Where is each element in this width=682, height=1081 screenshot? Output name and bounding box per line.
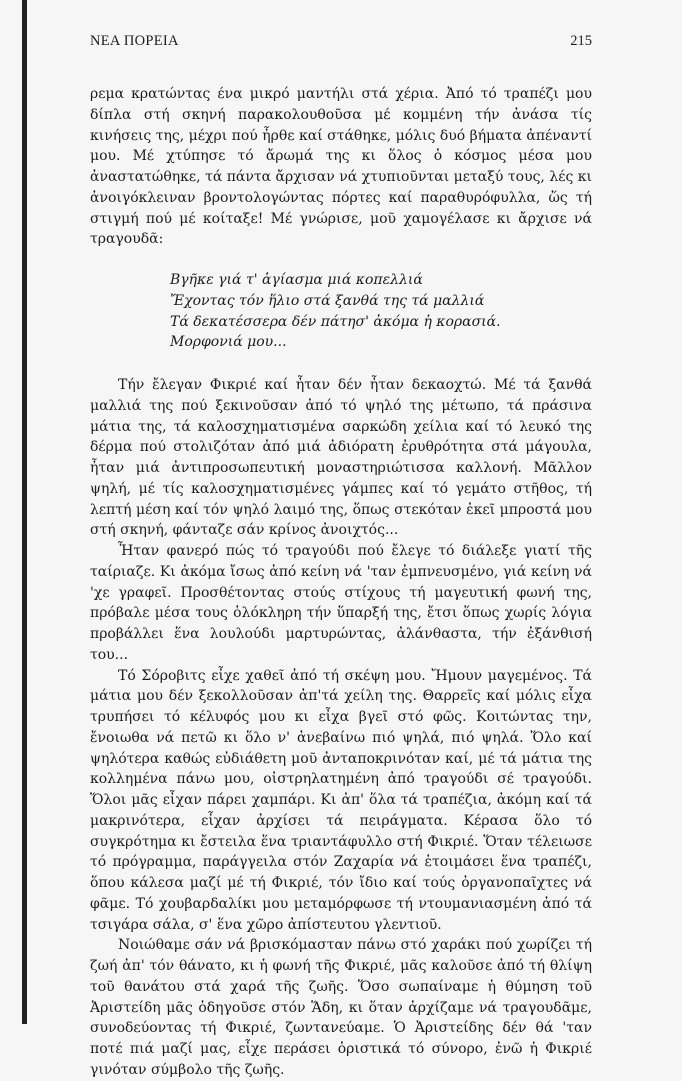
page-number: 215 [570, 33, 592, 49]
verse-line: Ἔχοντας τόν ἥλιο στά ξανθά της τά μαλλιά [170, 292, 485, 309]
running-header [90, 33, 592, 55]
song-verse [170, 270, 592, 353]
paragraph: Τήν ἔλεγαν Φικριέ καί ἦταν δέν ἦταν δεκαοχτώ. Μέ τά ξανθά μαλλιά της πού ξεκινοῦσαν ἀπό τό ψηλό της μέτωπο, τά πράσινα μάτια της, τά καλοσχηματισμένα σαρκώδη χείλια καί τό λευκό της δέρμα πού στολιζόταν ἀπό μιά ἀδιόρατη ἐρυθρότητα στά μάγουλα, ἦταν μιά ἀντιπροσωπευτική μοναστηριώτισσα καλλονή. Μᾶλλον ψηλή, μέ τίς καλοσχηματισμένες γάμπες καί τό γεμάτο στῆθος, τή λεπτή μέση καί τόν ψηλό λαιμό της, ὅπως στεκόταν ἐκεῖ μπροστά μου στή σκηνή, φάνταζε σάν κρίνος ἀνοιχτός... [90, 377, 592, 539]
paragraph: Νοιώθαμε σάν νά βρισκόμασταν πάνω στό χαράκι πού χωρίζει τή ζωή ἀπ' τόν θάνατο, κι ἡ φωνή τῆς Φικριέ, μᾶς καλοῦσε ἀπό τή θλίψη τοῦ θανάτου στά χαρά τῆς ζωῆς. Ὅσο σωπαίναμε ἡ θύμηση τοῦ Ἀριστείδη μᾶς ὁδηγοῦσε στόν Ἅδη, κι ὅταν ἀρχίζαμε νά τραγουδᾶμε, συνοδεύοντας τή Φικριέ, ζωντανεύαμε. Ὁ Ἀριστείδης δέν θά 'ταν ποτέ πιά μαζί μας, εἶχε περάσει ὁριστικά τό σύνορο, ἐνῶ ἡ Φικριέ γινόταν σύμβολο τῆς ζωῆς. [90, 937, 592, 1078]
paragraph: Τό Σόροβιτς εἶχε χαθεῖ ἀπό τή σκέψη μου. Ἤμουν μαγεμένος. Τά μάτια μου δέν ξεκολλοῦσαν ἀπ'τά χείλη της. Θαρρεῖς καί μόλις εἶχα τρυπήσει τό κέλυφός μου κι εἶχα βγεῖ στό φῶς. Κοιτώντας την, ἔνοιωθα νά πετῶ κι ὅλο ν' ἀνεβαίνω πιό ψηλά, πιό ψηλά. Ὅλο καί ψηλότερα καθώς εὐδιάθετη μοῦ ἀνταποκρινόταν καί, μέ τά μάτια της κολλημένα πάνω μου, οἰστρηλατημένη ἀπό τραγούδι σέ τραγούδι. Ὅλοι μᾶς εἶχαν πάρει χαμπάρι. Κι ἀπ' ὅλα τά τραπέζια, ἀκόμη καί τά μακρινότερα, εἶχαν ἀρχίσει τά πειράγματα. Κέρασα ὅλο τό συγκρότημα κι ἔστειλα ἕνα τριαντάφυλλο στή Φικριέ. Ὅταν τέλειωσε τό πρόγραμμα, παράγγειλα στόν Ζαχαρία νά ἑτοιμάσει ἕνα τραπέζι, ὅπου κάλεσα μαζί μέ τή Φικριέ, τόν ἴδιο καί τούς ὀργανοπαῖχτες νά φᾶμε. Τό χουβαρδαλίκι μου μεταμόρφωσε τή ντουμανιασμένη ἀπό τά τσιγάρα σάλα, σ' ἕνα χῶρο ἀπίστευτου γλεντιοῦ. [90, 667, 592, 933]
running-title: ΝΕΑ ΠΟΡΕΙΑ [90, 33, 179, 49]
verse-line: Τά δεκατέσσερα δέν πάτησ' ἀκόμα ἡ κορασιά. [170, 313, 501, 330]
body-text [90, 84, 592, 1081]
paragraph: Ἦταν φανερό πώς τό τραγούδι πού ἔλεγε τό διάλεξε γιατί τῆς ταίριαζε. Κι ἀκόμα ἴσως ἀπό κείνη νά 'ταν ἐμπνευσμένο, γιά κείνη νά 'χε γραφεῖ. Προσθέτοντας στούς στίχους τή μαγευτική φωνή της, πρόβαλε μέσα τους ὁλόκληρη τήν ὕπαρξή της, ἔτσι ὅπως χωρίς λόγια προβάλλει ἕνα λουλούδι μαρτυρώντας, ἀλάνθαστα, τήν ἐξάνθισή του... [90, 543, 592, 663]
paragraph-continued: ρεμα κρατώντας ένα μικρό μαντήλι στά χέρια. Ἀπό τό τραπέζι μου δίπλα στή σκηνή παρακολουθοῦσα μέ κομμένη τήν ἀνάσα τίς κινήσεις της, μέχρι πού ἦρθε καί στάθηκε, μόλις δυό βήματα ἀπέναντί μου. Μέ χτύπησε τό ἄρωμά της κι ὅλος ὁ κόσμος μέσα μου ἀναστατώθηκε, τά πάντα ἄρχισαν νά χτυπιοῦνται μεταξύ τους, λές κι ἀνοιγόκλειναν βροντολογώντας πόρτες καί παραθυρόφυλλα, ὥς τή στιγμή πού μέ κοίταξε! Μέ γνώρισε, μοῦ χαμογέλασε κι ἄρχισε νά τραγουδᾶ: [90, 86, 592, 248]
verse-line: Βγῆκε γιά τ' ἁγίασμα μιά κοπελλιά [170, 272, 423, 288]
verse-line: Μορφονιά μου... [170, 334, 287, 351]
